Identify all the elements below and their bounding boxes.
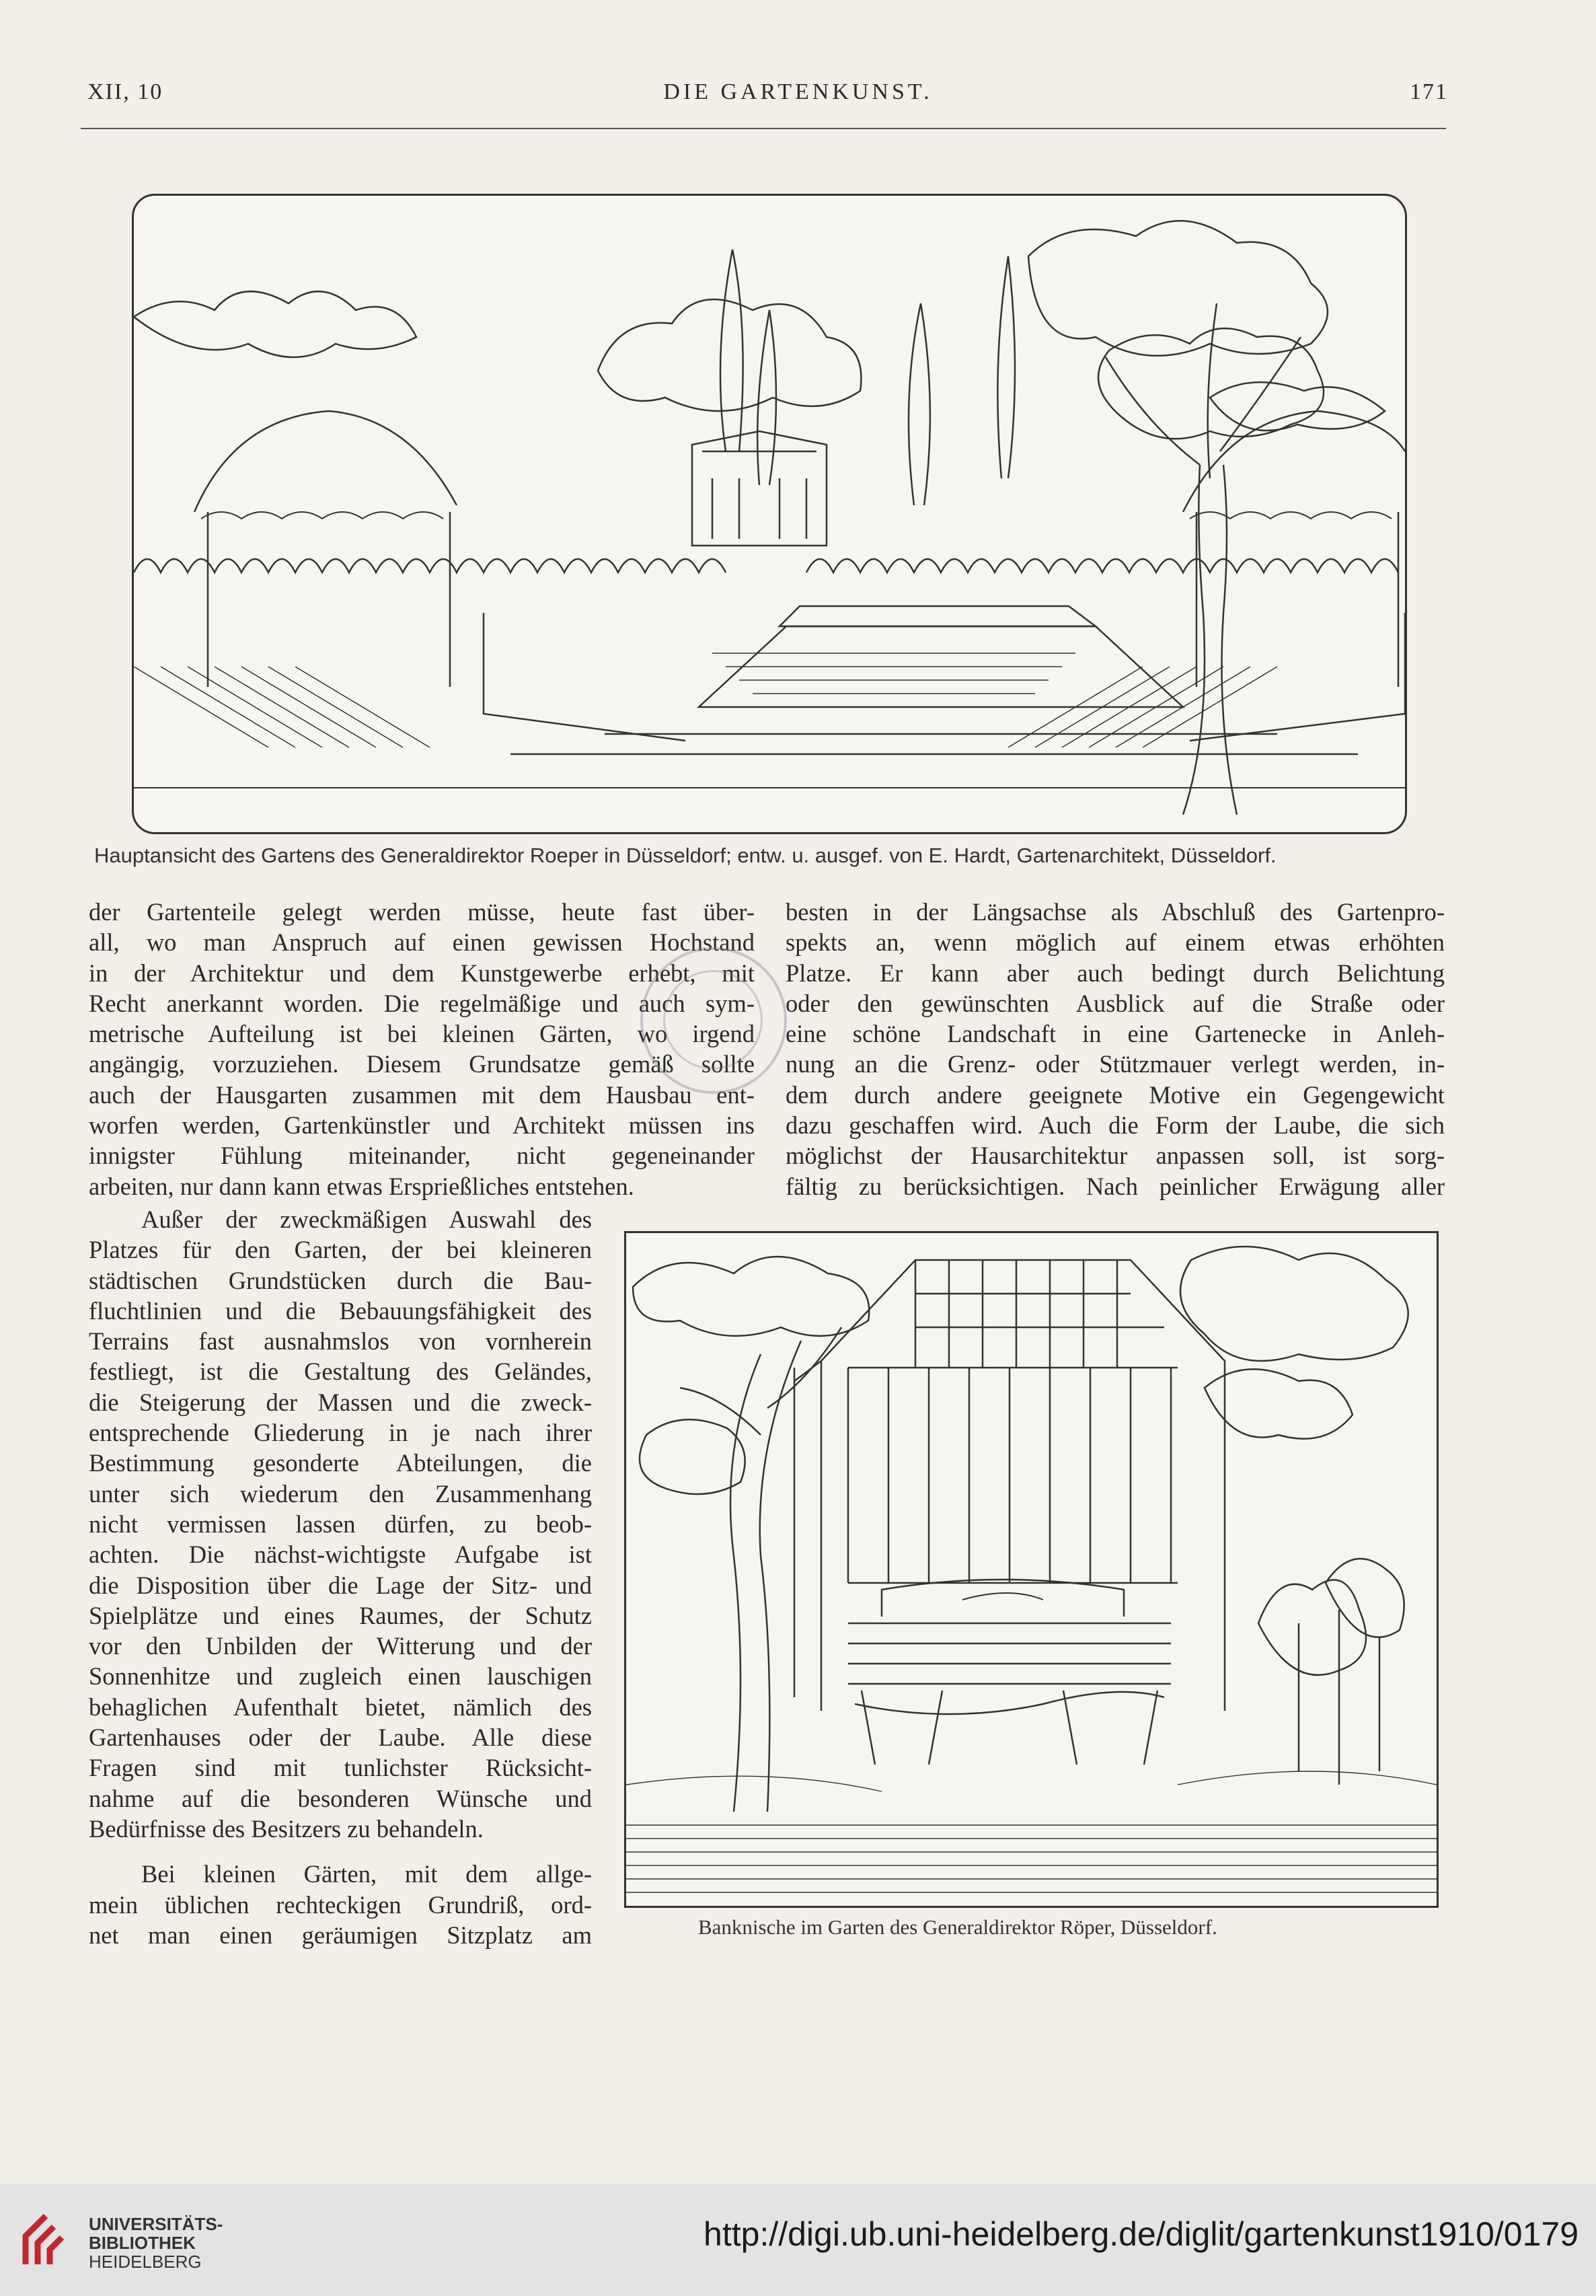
journal-title: DIE GARTENKUNST. bbox=[663, 79, 933, 104]
text-line: Fragen sind mit tunlichster Rücksicht- bbox=[89, 1754, 592, 1782]
text-line: nung an die Grenz- oder Stützmauer verlegt werden, in- bbox=[786, 1050, 1445, 1078]
library-name-line-2: BIBLIOTHEK bbox=[89, 2233, 196, 2253]
text-line: festliegt, ist die Gestaltung des Geländes, bbox=[89, 1358, 592, 1386]
garden-main-view-illustration bbox=[132, 194, 1407, 834]
text-line: die Steigerung der Massen und die zweck- bbox=[89, 1388, 592, 1416]
text-line: in der Architektur und dem Kunstgewerbe erhebt, mit bbox=[89, 959, 755, 987]
text-line: achten. Die nächst-wichtigste Aufgabe ist bbox=[89, 1541, 592, 1569]
text-line: Sonnenhitze und zugleich einen lauschigen bbox=[89, 1662, 592, 1691]
text-line: Platzes für den Garten, der bei kleineren bbox=[89, 1236, 592, 1264]
text-line: Außer der zweckmäßigen Auswahl des bbox=[141, 1206, 592, 1233]
text-line: Spielplätze und eines Raumes, der Schutz bbox=[89, 1601, 592, 1629]
text-line: Bestimmung gesonderte Abteilungen, die bbox=[89, 1449, 592, 1477]
volume-number: XII, 10 bbox=[87, 79, 163, 104]
library-logo-icon bbox=[19, 2209, 79, 2270]
text-line: möglichst der Hausarchitektur anpassen soll, ist sorg- bbox=[786, 1142, 1445, 1170]
text-line: Terrains fast ausnahmslos von vornherein bbox=[89, 1327, 592, 1356]
text-line: all, wo man Anspruch auf einen gewissen Hochstand bbox=[89, 928, 755, 957]
text-line: Bei kleinen Gärten, mit dem allge- bbox=[141, 1860, 592, 1888]
text-line: dazu geschaffen wird. Auch die Form der Laube, die sich bbox=[786, 1111, 1445, 1140]
paragraph-gap bbox=[89, 1844, 592, 1859]
text-line: Gartenhauses oder der Laube. Alle diese bbox=[89, 1724, 592, 1752]
library-name-line-3: HEIDELBERG bbox=[89, 2252, 202, 2272]
text-line: besten in der Längsachse als Abschluß des Gartenpro- bbox=[786, 898, 1445, 926]
text-line: innigster Fühlung miteinander, nicht gegeneinander bbox=[89, 1142, 755, 1170]
text-line: Platze. Er kann aber auch bedingt durch Belichtung bbox=[786, 959, 1445, 987]
text-line: metrische Aufteilung ist bei kleinen Gärten, wo irgend bbox=[89, 1020, 755, 1048]
text-line: entsprechende Gliederung in je nach ihrer bbox=[89, 1419, 592, 1447]
text-line: behaglichen Aufenthalt bietet, nämlich des bbox=[89, 1693, 592, 1721]
figure-1-caption: Hauptansicht des Gartens des Generaldirektor Roeper in Düsseldorf; entw. u. ausgef. von E. Hardt, Gartenarchitekt, Düsseldorf. bbox=[94, 844, 1277, 867]
permalink-url[interactable]: http://digi.ub.uni-heidelberg.de/diglit/gartenkunst1910/0179 bbox=[704, 2215, 1579, 2253]
text-line: vor den Unbilden der Witterung und der bbox=[89, 1632, 592, 1660]
text-line: mein üblichen rechteckigen Grundriß, ord- bbox=[89, 1890, 592, 1919]
text-line: dem durch andere geeignete Motive ein Gegengewicht bbox=[786, 1080, 1445, 1109]
header-rule bbox=[81, 128, 1446, 129]
bench-niche-illustration bbox=[624, 1231, 1439, 1908]
text-column-right bbox=[786, 897, 1445, 1201]
library-name bbox=[89, 2215, 223, 2271]
text-line: oder den gewünschten Ausblick auf die Straße oder bbox=[786, 989, 1445, 1017]
library-name-line-1: UNIVERSITÄTS- bbox=[89, 2214, 223, 2234]
text-line: net man einen geräumigen Sitzplatz am bbox=[89, 1921, 592, 1949]
text-line: worfen werden, Gartenkünstler und Architekt müssen ins bbox=[89, 1111, 755, 1140]
text-line: arbeiten, nur dann kann etwas Ersprießliches entstehen. bbox=[89, 1172, 634, 1200]
text-line: Bedürfnisse des Besitzers zu behandeln. bbox=[89, 1814, 484, 1843]
text-line: eine schöne Landschaft in eine Gartenecke in Anleh- bbox=[786, 1020, 1445, 1048]
text-line: auch der Hausgarten zusammen mit dem Hausbau ent- bbox=[89, 1080, 755, 1109]
text-line: fältig zu berücksichtigen. Nach peinlicher Erwägung aller bbox=[786, 1172, 1445, 1200]
text-line: nahme auf die besonderen Wünsche und bbox=[89, 1784, 592, 1812]
text-line: die Disposition über die Lage der Sitz- und bbox=[89, 1571, 592, 1599]
text-line: unter sich wiederum den Zusammenhang bbox=[89, 1479, 592, 1508]
text-line: angängig, vorzuziehen. Diesem Grundsatze gemäß sollte bbox=[89, 1050, 755, 1078]
text-line: nicht vermissen lassen dürfen, zu beob- bbox=[89, 1510, 592, 1538]
text-line: Recht anerkannt worden. Die regelmäßige und auch sym- bbox=[89, 989, 755, 1017]
text-line: städtischen Grundstücken durch die Bau- bbox=[89, 1266, 592, 1294]
library-stamp bbox=[640, 947, 787, 1094]
text-line: spekts an, wenn möglich auf einem etwas erhöhten bbox=[786, 928, 1445, 957]
text-line: der Gartenteile gelegt werden müsse, heute fast über- bbox=[89, 898, 755, 926]
library-footer bbox=[0, 2184, 1596, 2296]
page-number: 171 bbox=[1410, 79, 1448, 104]
figure-2-caption: Banknische im Garten des Generaldirektor Röper, Düsseldorf. bbox=[698, 1915, 1217, 1939]
text-column-lower bbox=[89, 1204, 592, 1950]
text-line: fluchtlinien und die Bebauungsfähigkeit des bbox=[89, 1296, 592, 1325]
